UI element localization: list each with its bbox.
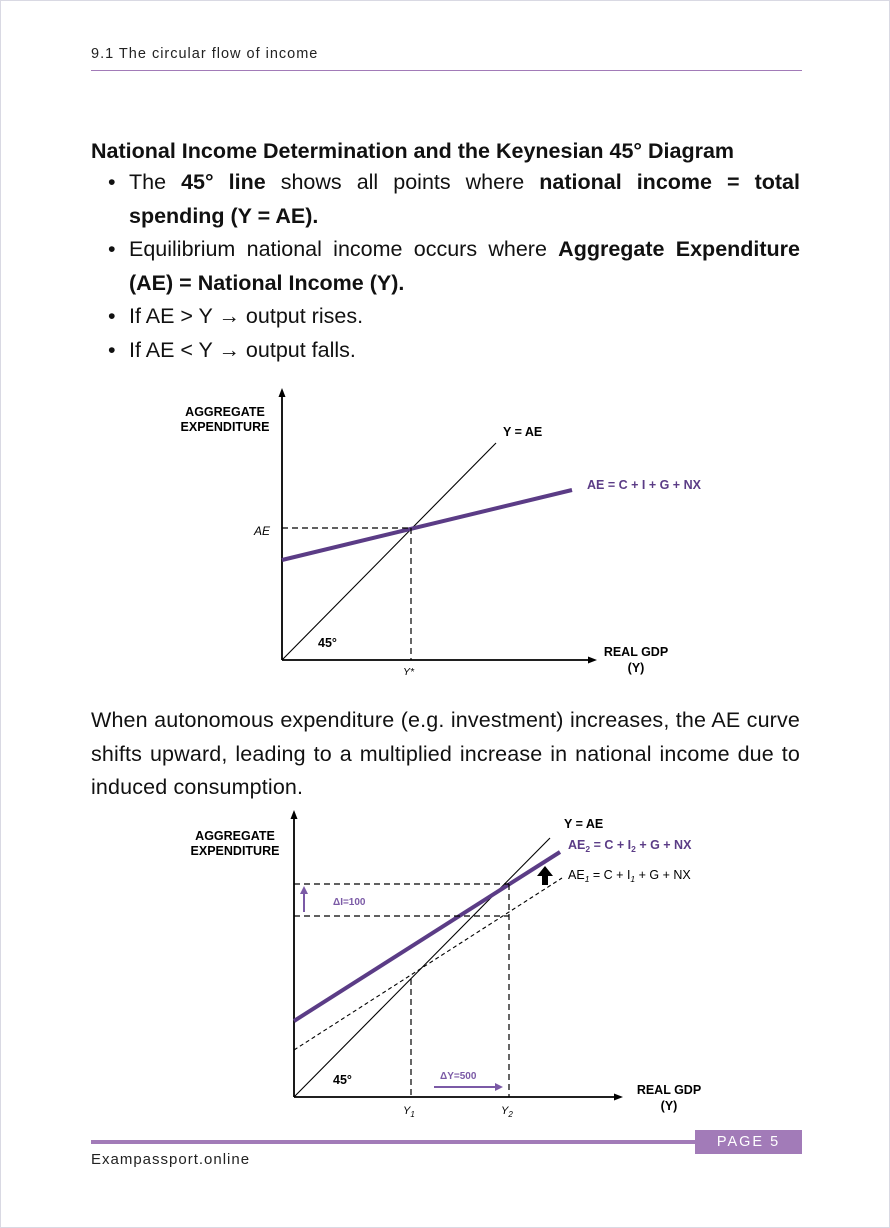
angle-label: 45° [333, 1073, 352, 1087]
y2-tick-label: $Y_2$ [501, 1105, 513, 1119]
bullet-bold: national income = total spending (Y = AE). [129, 170, 800, 228]
ae1-curve-label: $AE_1 = C + I_1 + G$ + NX [568, 868, 691, 884]
x-axis-label-line2: (Y) [660, 1099, 678, 1113]
delta-i-label: ΔI=100 [333, 897, 366, 908]
ae2-curve [294, 852, 560, 1021]
bullet-bold: 45° line [181, 170, 266, 194]
page-number-tab: PAGE 5 [695, 1130, 802, 1154]
angle-label: 45° [318, 636, 337, 650]
ae-curve [282, 490, 572, 560]
footer-site-name: Exampassport.online [91, 1151, 251, 1168]
line-45-degree [294, 838, 550, 1097]
bullet-bold: Aggregate Expenditure (AE) = National Income (Y). [129, 237, 801, 295]
ae-shift-diagram [0, 800, 890, 1130]
explanation-paragraph: When autonomous expenditure (e.g. investment) increases, the AE curve shifts upward, leading to a multiplied increase in national income due to induced consumption. [91, 708, 800, 799]
x-axis-label-line1: REAL GDP [603, 645, 669, 659]
ae-tick-label: AE [254, 524, 271, 538]
x-axis-label-line1: REAL GDP [636, 1083, 702, 1097]
y-star-tick-label: Y* [403, 666, 415, 678]
line-45-label: Y = AE [503, 425, 543, 439]
y-axis-label-line2: EXPENDITURE [180, 420, 270, 434]
shift-up-arrow-icon [537, 866, 553, 885]
delta-y-label: ΔY=500 [440, 1071, 477, 1082]
delta-y-arrow-icon [495, 1083, 503, 1091]
bullet-text: shows all points where [265, 170, 540, 194]
ae-curve-label: AE = C + I + G + NX [587, 478, 701, 492]
x-axis-arrow [588, 657, 597, 664]
running-header: 9.1 The circular flow of income [91, 46, 319, 62]
line-45-label: Y = AE [564, 817, 604, 831]
y-axis-label-line2: EXPENDITURE [190, 844, 280, 858]
delta-i-arrow-icon [300, 886, 308, 894]
y-axis-arrow [279, 388, 286, 397]
x-axis-label-line2: (Y) [627, 661, 645, 675]
y1-tick-label: $Y_1$ [403, 1105, 415, 1119]
section-heading: National Income Determination and the Keynesian 45° Diagram [91, 139, 735, 163]
y-axis-label-line1: AGGREGATE [185, 405, 265, 419]
y-axis-label-line1: AGGREGATE [195, 829, 275, 843]
bullet-text: If AE > Y → output rises. [129, 304, 364, 328]
footer-rule [91, 1140, 695, 1144]
bullet-text: Equilibrium national income occurs where [129, 237, 559, 261]
x-axis-arrow [614, 1094, 623, 1101]
bullet-text: If AE < Y → output falls. [129, 337, 356, 362]
bullet-text: The [129, 170, 182, 194]
y-axis-arrow [291, 810, 298, 819]
ae2-curve-label: $AE_2 = C + I_2 + G$ + NX [568, 838, 692, 854]
